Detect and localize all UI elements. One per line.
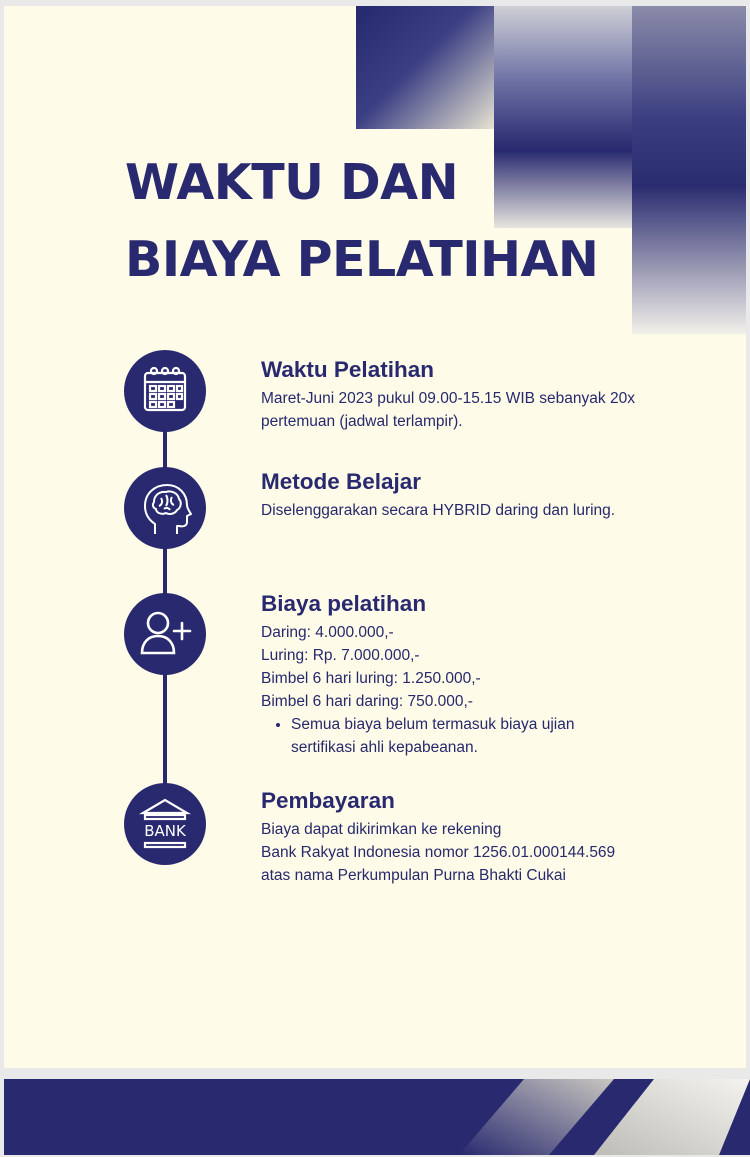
bank-icon bbox=[124, 783, 206, 865]
section-body: Diselenggarakan secara HYBRID daring dan luring. bbox=[261, 502, 616, 519]
footer-band bbox=[4, 1079, 750, 1155]
title-line-2: BIAYA PELATIHAN bbox=[125, 231, 599, 288]
section-body: Maret-Juni 2023 pukul 09.00-15.15 WIB sebanyak 20x pertemuan (jadwal terlampir). bbox=[261, 390, 635, 430]
section-heading: Pembayaran bbox=[261, 788, 395, 813]
document-page bbox=[4, 6, 746, 1068]
section-pembayaran bbox=[261, 788, 691, 887]
payment-line: Bank Rakyat Indonesia nomor 1256.01.000144.569 bbox=[261, 844, 616, 861]
price-line: Daring: 4.000.000,- bbox=[261, 624, 394, 641]
brain-head-icon bbox=[124, 467, 206, 549]
section-waktu-pelatihan bbox=[261, 357, 691, 433]
price-line: Bimbel 6 hari luring: 1.250.000,- bbox=[261, 670, 481, 687]
price-line: Bimbel 6 hari daring: 750.000,- bbox=[261, 693, 473, 710]
decorative-gradient-block bbox=[356, 6, 494, 129]
calendar-icon bbox=[124, 350, 206, 432]
section-metode-belajar bbox=[261, 469, 691, 522]
payment-line: atas nama Perkumpulan Purna Bhakti Cukai bbox=[261, 867, 566, 884]
section-heading: Biaya pelatihan bbox=[261, 591, 427, 616]
section-heading: Metode Belajar bbox=[261, 469, 422, 494]
payment-line: Biaya dapat dikirimkan ke rekening bbox=[261, 821, 502, 838]
footer-decorative-shapes bbox=[4, 1079, 750, 1155]
bank-icon-label: BANK bbox=[144, 822, 186, 840]
title-line-1: WAKTU DAN bbox=[125, 154, 459, 211]
note-item: • Semua biaya belum termasuk biaya ujian sertifikasi ahli kepabeanan. bbox=[291, 713, 631, 759]
decorative-gradient-block bbox=[632, 6, 746, 334]
price-line: Luring: Rp. 7.000.000,- bbox=[261, 647, 420, 664]
add-user-icon bbox=[124, 593, 206, 675]
note-list bbox=[261, 713, 691, 759]
section-biaya-pelatihan bbox=[261, 591, 691, 759]
page-title bbox=[125, 144, 598, 298]
section-heading: Waktu Pelatihan bbox=[261, 357, 434, 382]
